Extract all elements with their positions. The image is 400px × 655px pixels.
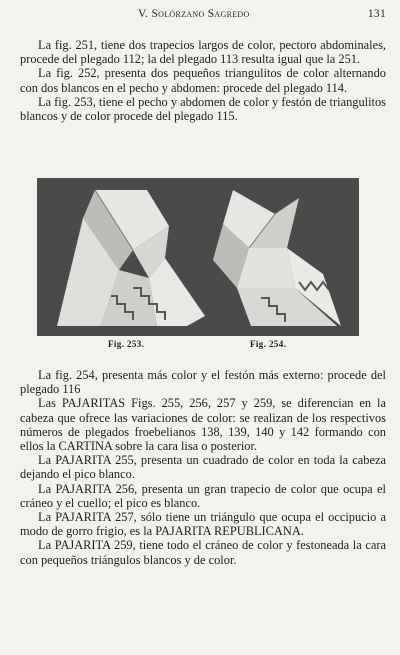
paragraph: La fig. 251, tiene dos trapecios largos de color, pectoro abdominales, procede del plegado 112; la del plegado 113 resulta igual que la 251. <box>20 38 386 67</box>
paragraph: La fig. 254, presenta más color y el festón más externo: procede del plegado 116 <box>20 368 386 397</box>
paragraph: La fig. 252, presenta dos pequeños triangulitos de color alternando con dos blancos en el pecho y abdomen: procede del plegado 114. <box>20 66 386 95</box>
text-block-top <box>20 38 386 123</box>
text-block-bottom <box>20 368 386 567</box>
figure-caption-254: Fig. 254. <box>250 339 287 349</box>
paragraph: La fig. 253, tiene el pecho y abdomen de color y festón de triangulitos blancos y de color procede del plegado 115. <box>20 94 386 124</box>
paragraph: La PAJARITA 256, presenta un gran trapecio de color que ocupa el cráneo y el cuello; el pico es blanco. <box>20 481 386 510</box>
origami-illustration <box>37 178 359 336</box>
figure-caption-253: Fig. 253. <box>108 339 145 349</box>
paragraph: Las PAJARITAS Figs. 255, 256, 257 y 259, se diferencian en la cabeza que ofrece las variaciones de color: se realizan de los respectivos números de plegados froebelianos 138, 139, 140 y 142 formando con ellos la CARTINA sobre la cara lisa o posterior. <box>20 396 386 454</box>
page-header <box>20 8 386 26</box>
paragraph: La PAJARITA 255, presenta un cuadrado de color en toda la cabeza dejando el pico blanco. <box>20 453 386 482</box>
running-head-author: V. Solórzano Sagredo <box>138 8 250 20</box>
paragraph: La PAJARITA 259, tiene todo el cráneo de color y festoneada la cara con pequeños triángulos blancos y de color. <box>20 538 386 567</box>
origami-figure-photo <box>37 178 359 336</box>
page-number: 131 <box>367 8 386 20</box>
paragraph: La PAJARITA 257, sólo tiene un triángulo que ocupa el occipucio a modo de gorro frigio, es la PAJARITA REPUBLICANA. <box>20 510 386 539</box>
